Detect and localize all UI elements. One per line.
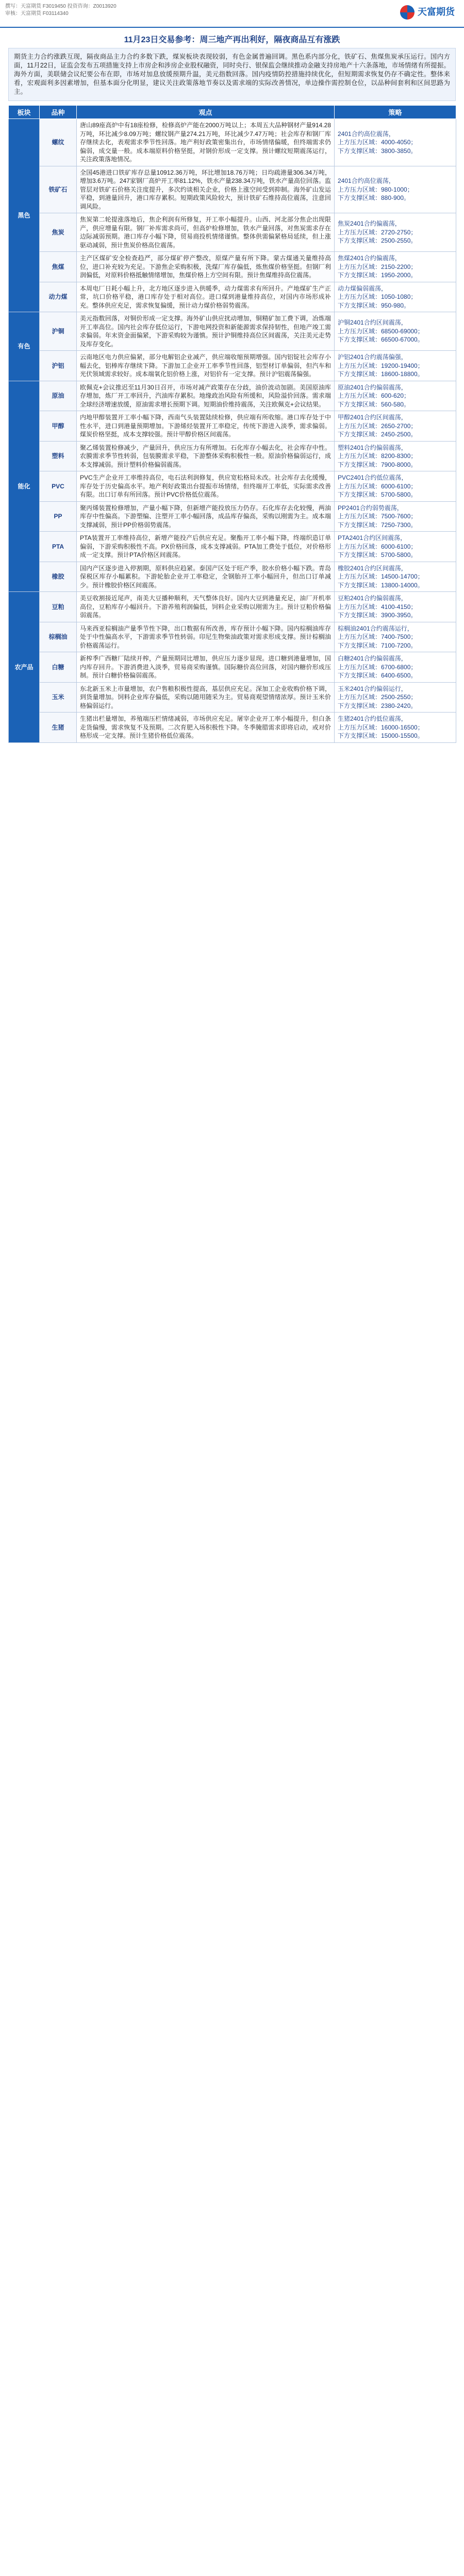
variety-cell: PP — [40, 501, 77, 532]
sector-cell: 能化 — [9, 381, 40, 592]
table-row — [9, 713, 456, 743]
table-row — [9, 166, 456, 213]
header-view: 观点 — [77, 106, 335, 119]
table-row — [9, 119, 456, 166]
variety-cell: 塑料 — [40, 441, 77, 471]
variety-cell: 铁矿石 — [40, 166, 77, 213]
view-cell: 东北新玉米上市量增加，农户售粮积极性提高，基层供应充足。深加工企业收购价格下调，到货量增加。饲料企业库存偏低，采购以随用随采为主。贸易商观望情绪浓厚。预计玉米价格偏弱运行。 — [77, 682, 335, 713]
view-cell: 云南地区电力供应偏紧，部分电解铝企业减产，供应端收缩预期增强。国内铝锭社会库存小幅去化，铝棒库存继续下降。下游加工企业开工率季节性回落，铝型材订单偏弱，但汽车和光伏领域需求较好。成本端氧化铝价格上涨，对铝价有一定支撑。预计沪铝震荡偏强。 — [77, 351, 335, 381]
variety-cell: 豆粕 — [40, 592, 77, 622]
analyst-line-2: 审核：天富期货 F03114340 — [5, 11, 69, 16]
strategy-cell: 塑料2401合约偏弱震荡， 上方压力区域：8200-8300； 下方支撑区域：7900-8000。 — [335, 441, 456, 471]
strategy-cell: PTA2401合约区间震荡， 上方压力区域：6000-6100； 下方支撑区域：5700-5800。 — [335, 532, 456, 562]
strategy-cell: 沪铝2401合约震荡偏强， 上方压力区域：19200-19400； 下方支撑区域：18600-18800。 — [335, 351, 456, 381]
sector-cell: 农产品 — [9, 592, 40, 743]
header-strategy: 策略 — [335, 106, 456, 119]
view-cell: 聚丙烯装置检修增加，产量小幅下降，但新增产能投放压力仍存。石化库存去化较慢，两油库存中性偏高。下游塑编、注塑开工率小幅回落，成品库存偏高，采购以刚需为主。成本端支撑减弱，预计PP价格弱势震荡。 — [77, 501, 335, 532]
table-row — [9, 411, 456, 442]
table-row — [9, 312, 456, 351]
table-row — [9, 532, 456, 562]
table-row — [9, 471, 456, 502]
strategy-cell: 橡胶2401合约区间震荡， 上方压力区域：14500-14700； 下方支撑区域：13800-14000。 — [335, 562, 456, 592]
table-row — [9, 441, 456, 471]
variety-cell: 焦炭 — [40, 213, 77, 252]
strategy-cell: 白糖2401合约偏弱震荡， 上方压力区域：6700-6800； 下方支撑区域：6400-6500。 — [335, 652, 456, 683]
brand-logo — [400, 5, 455, 20]
view-cell: 主产区煤矿安全检查趋严，部分煤矿停产整改，原煤产量有所下降。蒙古煤通关量维持高位，进口补充较为充足。下游焦企采购积极，洗煤厂库存偏低，炼焦煤价格坚挺。但钢厂利润偏低，对原料价格抵触情绪增加，焦煤价格上方空间有限。预计焦煤维持高位震荡。 — [77, 252, 335, 282]
view-cell: 生猪出栏量增加，养殖端压栏情绪减弱，市场供应充足。屠宰企业开工率小幅提升，但白条走货偏慢，需求恢复不及预期。二次育肥入场积极性下降。冬季腌腊需求即将启动，或对价格形成一定支撑。预计生猪价格低位震荡。 — [77, 713, 335, 743]
strategy-cell: 动力煤偏弱震荡， 上方压力区域：1050-1080； 下方支撑区域：950-980。 — [335, 282, 456, 312]
brand-name: 天富期货 — [418, 7, 455, 18]
table-row — [9, 501, 456, 532]
view-cell: 美元指数回落，对铜价形成一定支撑。海外矿山供应扰动增加，铜精矿加工费下调，冶炼端开工率高位。国内社会库存低位运行，下游电网投资和新能源需求保持韧性，但地产竣工需求偏弱。年末资金面偏紧，下游采购较为谨慎。预计沪铜维持高位区间震荡，关注美元走势及库存变化。 — [77, 312, 335, 351]
sector-cell: 黑色 — [9, 119, 40, 312]
variety-cell: 动力煤 — [40, 282, 77, 312]
strategy-cell: 沪铜2401合约区间震荡， 上方压力区域：68500-69000； 下方支撑区域：66500-67000。 — [335, 312, 456, 351]
strategy-cell: 甲醇2401合约区间震荡， 上方压力区域：2650-2700； 下方支撑区域：2450-2500。 — [335, 411, 456, 442]
view-cell: 欧佩克+会议推迟至11月30日召开，市场对减产政策存在分歧，油价波动加剧。美国原油库存增加，炼厂开工率回升，汽油库存累积。地缘政治风险有所缓和，风险溢价回落。需求端全球经济增速放缓，原油需求增长预期下调。短期油价维持震荡，关注欧佩克+会议结果。 — [77, 381, 335, 411]
analyst-line-1: 撰写：天富期货 F3019450 投资咨询：Z0013920 — [5, 4, 117, 9]
table-row — [9, 622, 456, 652]
header-sector: 板块 — [9, 106, 40, 119]
view-cell: 全国45港进口铁矿库存总量10912.36万吨，环比增加18.76万吨；日均疏港量306.34万吨，增加3.6万吨。247家钢厂高炉开工率81.12%，铁水产量238.34万吨，铁水产量高位回落。监管层对铁矿石价格关注度提升，多次约谈相关企业，价格上涨空间受到抑制。海外矿山发运平稳，到港量回升，港口库存累积。短期政策风险较大，预计铁矿石维持高位震荡，注意回调风险。 — [77, 166, 335, 213]
variety-cell: 焦煤 — [40, 252, 77, 282]
strategy-cell: PVC2401合约低位震荡， 上方压力区域：6000-6100； 下方支撑区域：5700-5800。 — [335, 471, 456, 502]
table-header-row — [9, 106, 456, 119]
view-cell: PVC生产企业开工率维持高位，电石法利润修复，供应宽松格局未改。社会库存去化缓慢，库存处于历史偏高水平。地产利好政策出台提振市场情绪，但终端开工率低，实际需求改善有限。出口订单有所回落。预计PVC价格低位震荡。 — [77, 471, 335, 502]
strategy-cell: 2401合约高位震荡， 上方压力区域：4000-4050； 下方支撑区域：3800-3850。 — [335, 119, 456, 166]
variety-cell: PTA — [40, 532, 77, 562]
intro-paragraph: 期货主力合约涨跌互现，隔夜商品主力合约多数下跌，煤炭板块表现较弱，有色金属普遍回调。黑色系内部分化，铁矿石、焦煤焦炭承压运行。国内方面，11月22日，证监会发布五项措施支持上市房企和涉房企业股权融资，同时央行、银保监会继续推动金融支持房地产十六条落地，市场情绪有所提振。海外方面，美联储会议纪要公布在即，市场对加息放缓预期升温，美元指数回落。国内疫情防控措施持续优化，但短期需求恢复仍存不确定性。整体来看，宏观面利多因素增加，但基本面分化明显，建议关注政策落地节奏以及需求端的实际改善情况，单边操作需控制仓位，以品种间套利和区间思路为主。 — [8, 48, 456, 101]
table-body — [9, 119, 456, 743]
table-row — [9, 562, 456, 592]
table-row — [9, 381, 456, 411]
strategy-cell: 原油2401合约偏弱震荡， 上方压力区域：600-620； 下方支撑区域：560-580。 — [335, 381, 456, 411]
variety-cell: 沪铜 — [40, 312, 77, 351]
table-row — [9, 282, 456, 312]
strategy-cell: 豆粕2401合约偏弱震荡， 上方压力区域：4100-4150； 下方支撑区域：3900-3950。 — [335, 592, 456, 622]
table-row — [9, 252, 456, 282]
header-bar — [0, 0, 464, 28]
strategy-cell: 2401合约高位震荡， 上方压力区域：980-1000； 下方支撑区域：880-900。 — [335, 166, 456, 213]
variety-cell: 原油 — [40, 381, 77, 411]
sector-cell: 有色 — [9, 312, 40, 381]
table-row — [9, 213, 456, 252]
view-cell: 美豆收割接近尾声，南美大豆播种顺利，天气整体良好。国内大豆到港量充足，油厂开机率高位，豆粕库存小幅回升。下游养殖利润偏低，饲料企业采购以刚需为主。预计豆粕价格偏弱震荡。 — [77, 592, 335, 622]
table-row — [9, 351, 456, 381]
strategy-cell: 生猪2401合约低位震荡， 上方压力区域：16000-16500； 下方支撑区域：15000-15500。 — [335, 713, 456, 743]
table-row — [9, 682, 456, 713]
strategy-cell: 焦炭2401合约偏震荡， 上方压力区域：2720-2750； 下方支撑区域：2500-2550。 — [335, 213, 456, 252]
strategy-cell: 棕榈油2401合约震荡运行， 上方压力区域：7400-7500； 下方支撑区域：7100-7200。 — [335, 622, 456, 652]
variety-cell: 生猪 — [40, 713, 77, 743]
variety-cell: 白糖 — [40, 652, 77, 683]
view-cell: 本周电厂日耗小幅上升，北方地区逐步进入供暖季，动力煤需求有所回升。产地煤矿生产正常，坑口价格平稳，港口库存处于相对高位。进口煤到港量维持高位，对国内市场形成补充。整体供应充足，需求恢复偏缓，预计动力煤价格弱势震荡。 — [77, 282, 335, 312]
view-cell: 新榨季广西糖厂陆续开榨，产量预期同比增加，供应压力逐步显现。进口糖到港量增加，国内库存回升。下游消费进入淡季，贸易商采购谨慎。国际糖价高位回落，对国内糖价形成压制。预计白糖价格偏弱震荡。 — [77, 652, 335, 683]
view-cell: 马来西亚棕榈油产量季节性下降，出口数据有所改善，库存预计小幅下降。国内棕榈油库存处于中性偏高水平，下游需求季节性转弱。印尼生物柴油政策对需求形成支撑。预计棕榈油价格震荡运行。 — [77, 622, 335, 652]
variety-cell: 甲醇 — [40, 411, 77, 442]
view-cell: 唐山89座高炉中有18座检修，检修高炉产能在2000万吨以上；本周五大品种钢材产量914.28万吨，环比减少8.09万吨；螺纹钢产量274.21万吨，环比减少7.47万吨；社会库存和钢厂库存继续去化，表观需求季节性回落。地产利好政策密集出台，市场情绪偏暖，但终端需求仍偏弱，成交量一般。成本端原料价格坚挺，对钢价形成一定支撑。预计螺纹短期震荡运行，关注政策落地情况。 — [77, 119, 335, 166]
view-cell: 焦炭第二轮提涨落地后，焦企利润有所修复，开工率小幅提升。山西、河北部分焦企出现限产，供应增量有限。钢厂补库需求尚可，但高炉检修增加，铁水产量回落，对焦炭需求存在边际减弱预期。港口库存小幅下降，贸易商投机情绪谨慎。整体供需偏紧格局延续，但上涨驱动减弱，预计焦炭价格高位震荡。 — [77, 213, 335, 252]
page-title: 11月23日交易参考：周三地产再出利好，隔夜商品互有涨跌 — [124, 36, 340, 44]
logo-icon — [400, 5, 415, 20]
variety-cell: 玉米 — [40, 682, 77, 713]
table-row — [9, 652, 456, 683]
strategy-cell: 焦煤2401合约偏震荡， 上方压力区域：2150-2200； 下方支撑区域：1950-2000。 — [335, 252, 456, 282]
strategy-cell: 玉米2401合约偏弱运行， 上方压力区域：2500-2550； 下方支撑区域：2380-2420。 — [335, 682, 456, 713]
variety-cell: 螺纹 — [40, 119, 77, 166]
variety-cell: 橡胶 — [40, 562, 77, 592]
variety-cell: PVC — [40, 471, 77, 502]
view-cell: 国内产区逐步进入停割期，原料供应趋紧。泰国产区处于旺产季，胶水价格小幅下跌。青岛保税区库存小幅累积。下游轮胎企业开工率稳定，全钢胎开工率小幅回升，但出口订单减少。预计橡胶价格区间震荡。 — [77, 562, 335, 592]
view-cell: 内地甲醇装置开工率小幅下降，西南气头装置陆续检修，供应端有所收缩。港口库存处于中性水平，进口到港量预期增加。下游烯烃装置开工率稳定，传统下游进入淡季，需求偏弱。煤炭价格坚挺，成本支撑较强。预计甲醇价格区间震荡。 — [77, 411, 335, 442]
reference-table — [8, 105, 456, 743]
variety-cell: 沪铝 — [40, 351, 77, 381]
header-variety: 品种 — [40, 106, 77, 119]
variety-cell: 棕榈油 — [40, 622, 77, 652]
table-row — [9, 592, 456, 622]
view-cell: 聚乙烯装置检修减少，产量回升，供应压力有所增加。石化库存小幅去化，社会库存中性。农膜需求季节性转弱，包装膜需求平稳，下游整体采购积极性一般。原油价格偏弱运行，成本支撑减弱。预计塑料价格偏弱震荡。 — [77, 441, 335, 471]
strategy-cell: PP2401合约弱势震荡， 上方压力区域：7500-7600； 下方支撑区域：7250-7300。 — [335, 501, 456, 532]
view-cell: PTA装置开工率维持高位，新增产能投产后供应充足。聚酯开工率小幅下降，终端织造订单偏弱，下游采购积极性不高。PX价格回落，成本支撑减弱。PTA加工费处于低位，对价格形成一定支撑。预计PTA价格区间震荡。 — [77, 532, 335, 562]
